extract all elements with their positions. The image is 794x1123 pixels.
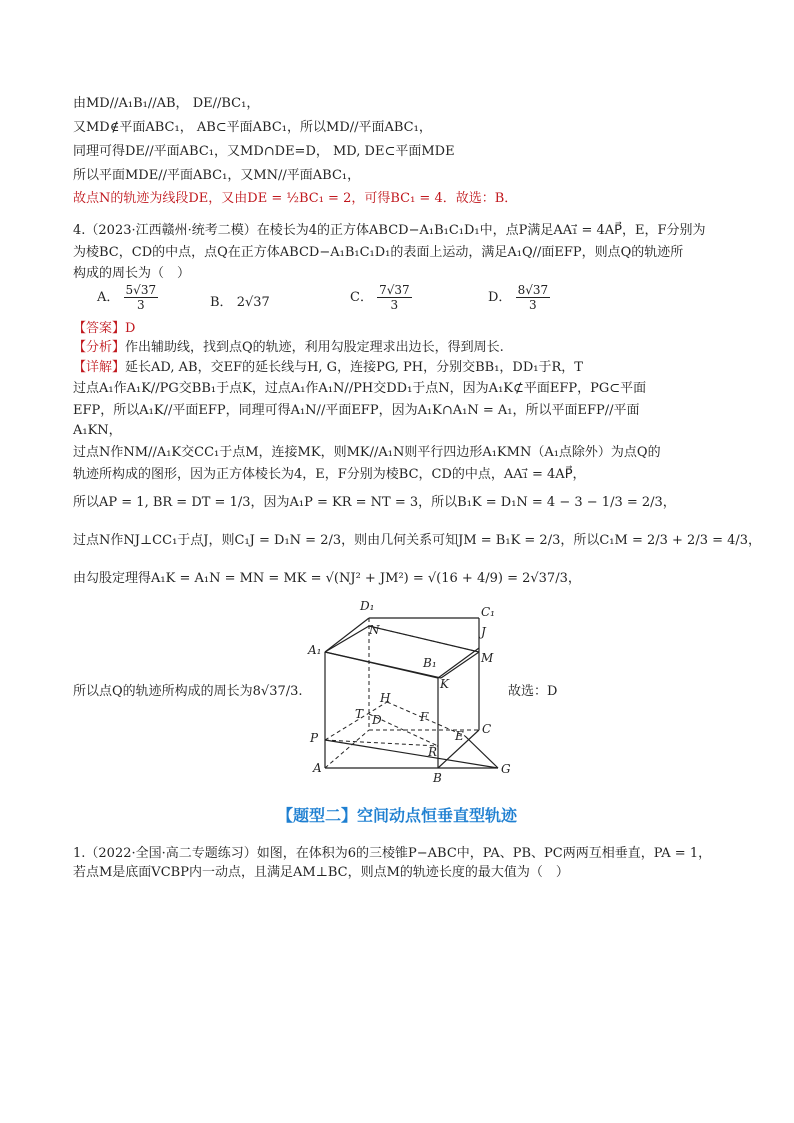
label-a1: A₁ [308, 643, 322, 657]
label-d1: D₁ [360, 599, 375, 613]
question-4-stem-3: 构成的周长为（ ） [73, 266, 191, 281]
label-m: M [481, 651, 494, 665]
option-d-fraction: $\frac{8√37}{3}$ [517, 283, 549, 312]
detail-line-4: A₁KN， [73, 423, 122, 438]
detail-line-3: EFP，所以A₁K//平面EFP，同理可得A₁N//平面EFP，因为A₁K∩A₁N = A₁，所以平面EFP//平面 [73, 403, 640, 418]
question-4-stem-1: 4.（2023·江西赣州·统考二模）在棱长为4的正方体ABCD−A₁B₁C₁D₁中，点P满足AA₁⃗ = 4AP⃗，E，F分别为 [73, 223, 706, 238]
text-line-1: 由MD//A₁B₁//AB， DE//BC₁， [73, 96, 260, 111]
label-n: N [369, 623, 380, 637]
text-line-3: 同理可得DE//平面ABC₁，又MD∩DE=D， MD, DE⊂平面MDE [73, 144, 455, 159]
label-f: F [420, 710, 429, 724]
conclusion-line: 故点N的轨迹为线段DE，又由DE = ½BC₁ = 2，可得BC₁ = 4．故选：B． [73, 191, 518, 206]
option-c-fraction: $\frac{7√37}{3}$ [379, 283, 410, 312]
detail-line-7: 所以AP = 1, BR = DT = 1/3，因为A₁P = KR = NT = 3，所以B₁K = D₁N = 4 − 3 − 1/3 = 2/3， [73, 495, 676, 510]
label-e: E [455, 729, 464, 743]
label-d: D [372, 713, 382, 727]
detail-line-9: 由勾股定理得A₁K = A₁N = MN = MK = √(NJ² + JM²) = √(16 + 4/9) = 2√37/3， [73, 571, 581, 586]
analysis-line [73, 339, 504, 357]
label-a: A [313, 761, 322, 775]
option-b[interactable]: B． 2√37 [210, 295, 270, 310]
label-k: K [440, 677, 449, 691]
label-t: T [355, 707, 364, 721]
question-1-line-1: 1.（2022·全国·高二专题练习）如图，在体积为6的三棱锥P−ABC中，PA、PB、PC两两互相垂直，PA = 1， [73, 846, 712, 861]
label-c: C [482, 722, 492, 736]
label-b1: B₁ [423, 656, 437, 670]
detail-line-10: 所以点Q的轨迹所构成的周长为8√37/3. [73, 684, 303, 699]
option-d[interactable]: D． $\frac{8√37}{3}$ [488, 283, 549, 312]
analysis-text: 作出辅助线，找到点Q的轨迹，利用勾股定理求出边长，得到周长. [125, 340, 504, 355]
option-a[interactable]: A． $\frac{5√37}{3}$ [97, 283, 157, 312]
detail-line-2: 过点A₁作A₁K//PG交BB₁于点K，过点A₁作A₁N//PH交DD₁于点N，因为A₁K⊄平面EFP，PG⊂平面 [73, 381, 647, 396]
text-line-2: 又MD∉平面ABC₁， AB⊂平面ABC₁，所以MD//平面ABC₁， [73, 120, 432, 135]
analysis-tag: 【分析】 [73, 340, 126, 355]
detail-line-6: 轨迹所构成的图形，因为正方体棱长为4，E，F分别为棱BC，CD的中点，AA₁⃗ = 4AP⃗， [73, 467, 586, 482]
option-c[interactable]: C． $\frac{7√37}{3}$ [350, 283, 410, 312]
label-j: J [481, 625, 486, 639]
label-b: B [433, 771, 442, 784]
detail-line-5: 过点N作NM//A₁K交CC₁于点M，连接MK，则MK//A₁N则平行四边形A₁KMN（A₁点除外）为点Q的 [73, 445, 661, 460]
question-4-stem-2: 为棱BC，CD的中点，点Q在正方体ABCD−A₁B₁C₁D₁的表面上运动，满足A₁Q//面EFP，则点Q的轨迹所 [73, 245, 684, 260]
cube-figure [305, 596, 520, 784]
detail-line-8: 过点N作NJ⊥CC₁于点J，则C₁J = D₁N = 2/3，则由几何关系可知JM = B₁K = 2/3，所以C₁M = 2/3 + 2/3 = 4/3， [73, 533, 762, 548]
options-row [97, 283, 657, 323]
detail-tag: 【详解】 [73, 360, 126, 375]
answer-line: 【答案】D [73, 321, 136, 336]
option-a-fraction: $\frac{5√37}{3}$ [125, 283, 157, 312]
text-line-4: 所以平面MDE//平面ABC₁，又MN//平面ABC₁， [73, 168, 361, 183]
detail-line-10-tail: 故选：D [508, 684, 558, 699]
label-c1: C₁ [481, 605, 495, 619]
label-p: P [310, 731, 319, 745]
label-r: R [428, 745, 438, 759]
detail-text-1: 延长AD, AB，交EF的延长线与H, G，连接PG, PH，分别交BB₁，DD₁于R，T [125, 360, 583, 375]
detail-line-1 [73, 359, 583, 377]
question-1-line-2: 若点M是底面VCBP内一动点，且满足AM⊥BC，则点M的轨迹长度的最大值为（ ） [73, 865, 569, 880]
section-title: 【题型二】空间动点恒垂直型轨迹 [276, 806, 517, 825]
label-g: G [501, 762, 511, 776]
label-h: H [380, 691, 391, 705]
